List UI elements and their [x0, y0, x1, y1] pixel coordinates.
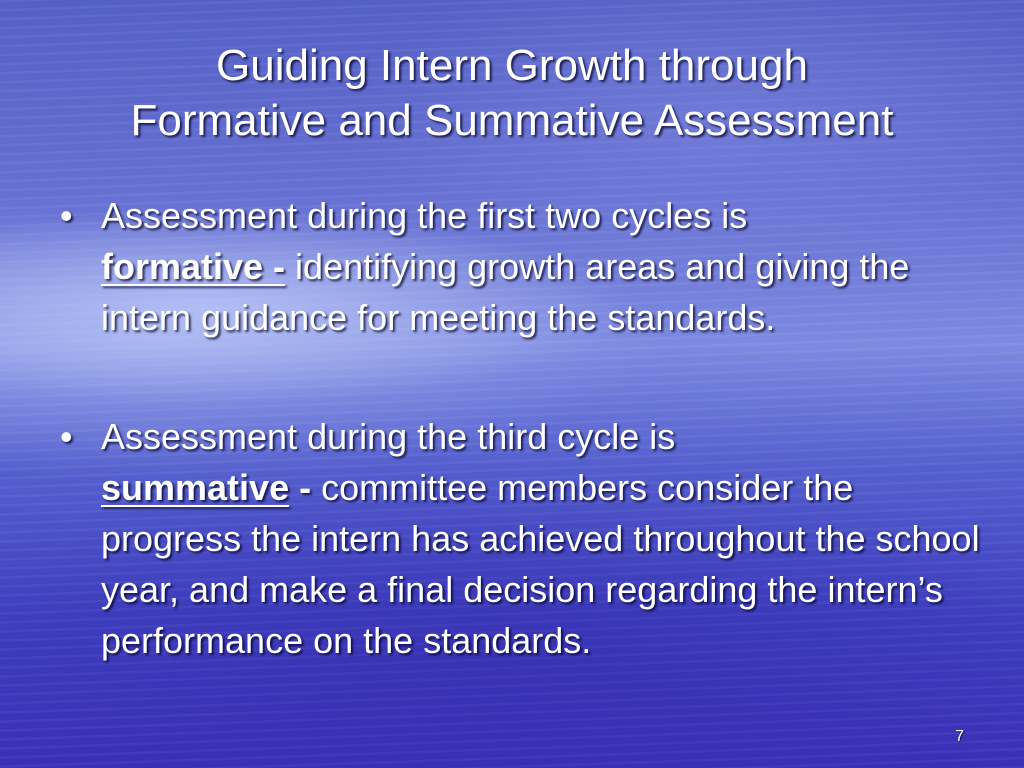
term-formative: formative -	[101, 246, 286, 287]
bullet-glyph: •	[60, 416, 73, 457]
bullet-item-summative	[56, 411, 996, 666]
slide-title	[40, 38, 984, 148]
bullet-lead-text: Assessment during the third cycle is	[101, 416, 676, 457]
bullet-glyph: •	[60, 195, 73, 236]
page-number: 7	[955, 728, 964, 745]
term-summative: summative	[101, 467, 290, 508]
title-line-1: Guiding Intern Growth through	[216, 41, 808, 90]
bullet-lead-text: Assessment during the first two cycles is	[101, 195, 748, 236]
bullet-list	[56, 190, 996, 666]
bullet-item-formative	[56, 190, 996, 343]
title-line-2: Formative and Summative Assessment	[130, 96, 894, 145]
term-dash: -	[289, 467, 312, 508]
bullet-body-text: committee members consider the progress the intern has achieved throughout the school year, and make a final decision regarding the intern’s performance on the standards.	[101, 467, 980, 661]
bullet-body-text: identifying growth areas and giving the intern guidance for meeting the standards.	[101, 246, 910, 338]
